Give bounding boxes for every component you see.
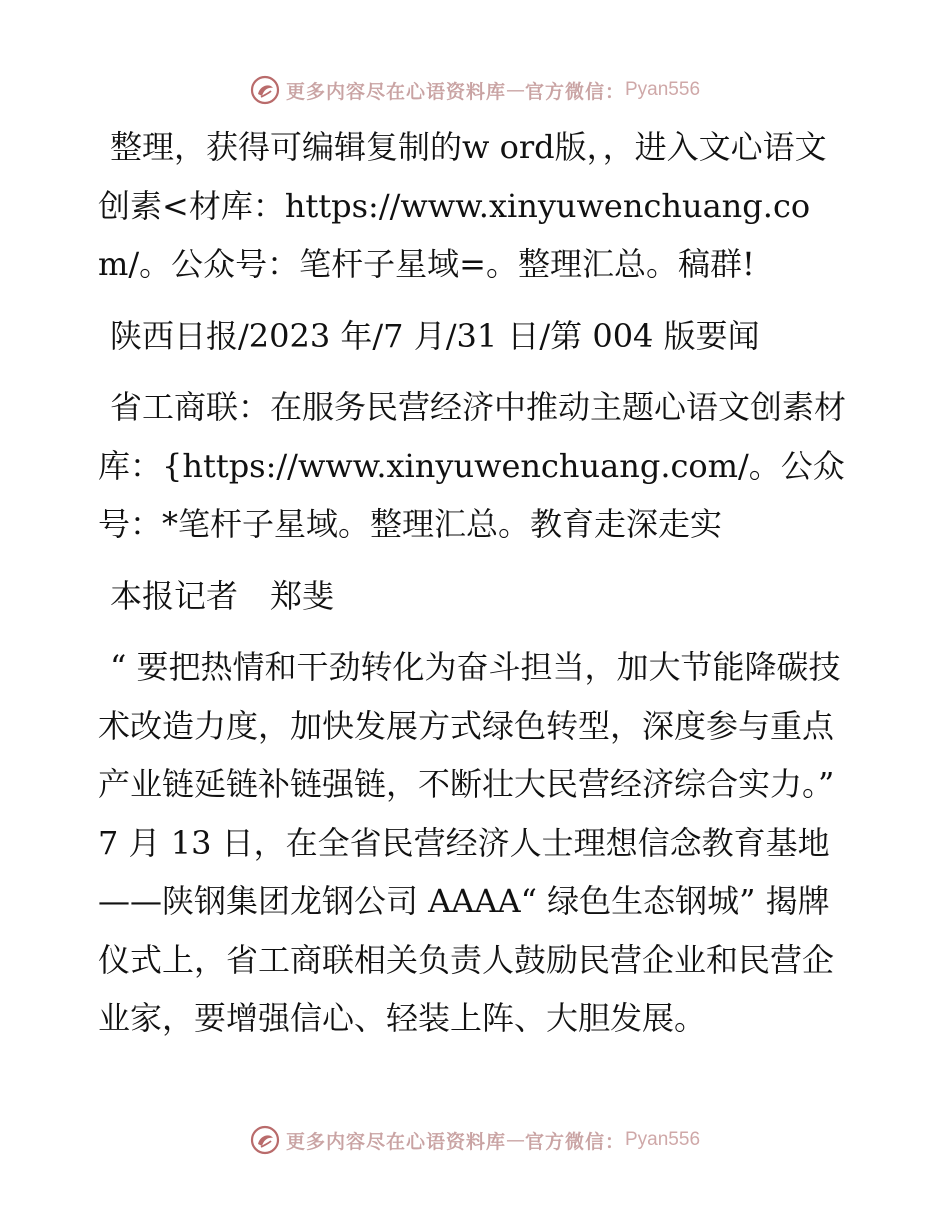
banner-wechat-id: Pyan556: [625, 1129, 701, 1150]
swirl-logo-icon: [250, 1125, 280, 1155]
banner-label: 官方微信：: [524, 80, 625, 103]
banner-text: 更多内容尽在心语资料库: [285, 80, 506, 103]
banner-wechat-id: Pyan556: [625, 79, 701, 100]
header-watermark-banner: [0, 70, 950, 110]
swirl-logo-icon: [250, 75, 280, 105]
banner-separator: —: [505, 1129, 525, 1151]
banner-text: 更多内容尽在心语资料库: [285, 1130, 506, 1153]
body-paragraph: “ 要把热情和干劲转化为奋斗担当，加大节能降碳技术改造力度，加快发展方式绿色转型，深度参与重点产业链延链补链强链，不断壮大民营经济综合实力。” 7 月 13 日，在全省民营经济人士理想信念教育基地——陕钢集团龙钢公司 AAAA“ 绿色生态钢城” 揭牌仪式上，省工商联相关负责人鼓励民营企业和民营企业家，要增强信心、轻装上阵、大胆发展。: [98, 648, 841, 1037]
reporter-byline: 本报记者 郑斐: [110, 576, 335, 615]
intro-paragraph: 整理，获得可编辑复制的w ord版，，进入文心语文创素<材库：https://www.xinyuwenchuang.com/。公众号：笔杆子星域=。整理汇总。稿群!: [98, 128, 827, 283]
document-body: [98, 118, 858, 1048]
banner-separator: —: [505, 79, 525, 101]
source-line: 陕西日报/2023 年/7 月/31 日/第 004 版要闻: [110, 316, 760, 355]
article-headline: 省工商联：在服务民营经济中推动主题心语文创素材库：{https://www.xinyuwenchuang.com/。公众号：*笔杆子星域。整理汇总。教育走深走实: [98, 388, 847, 543]
footer-watermark-banner: [0, 1120, 950, 1160]
banner-label: 官方微信：: [524, 1130, 625, 1153]
